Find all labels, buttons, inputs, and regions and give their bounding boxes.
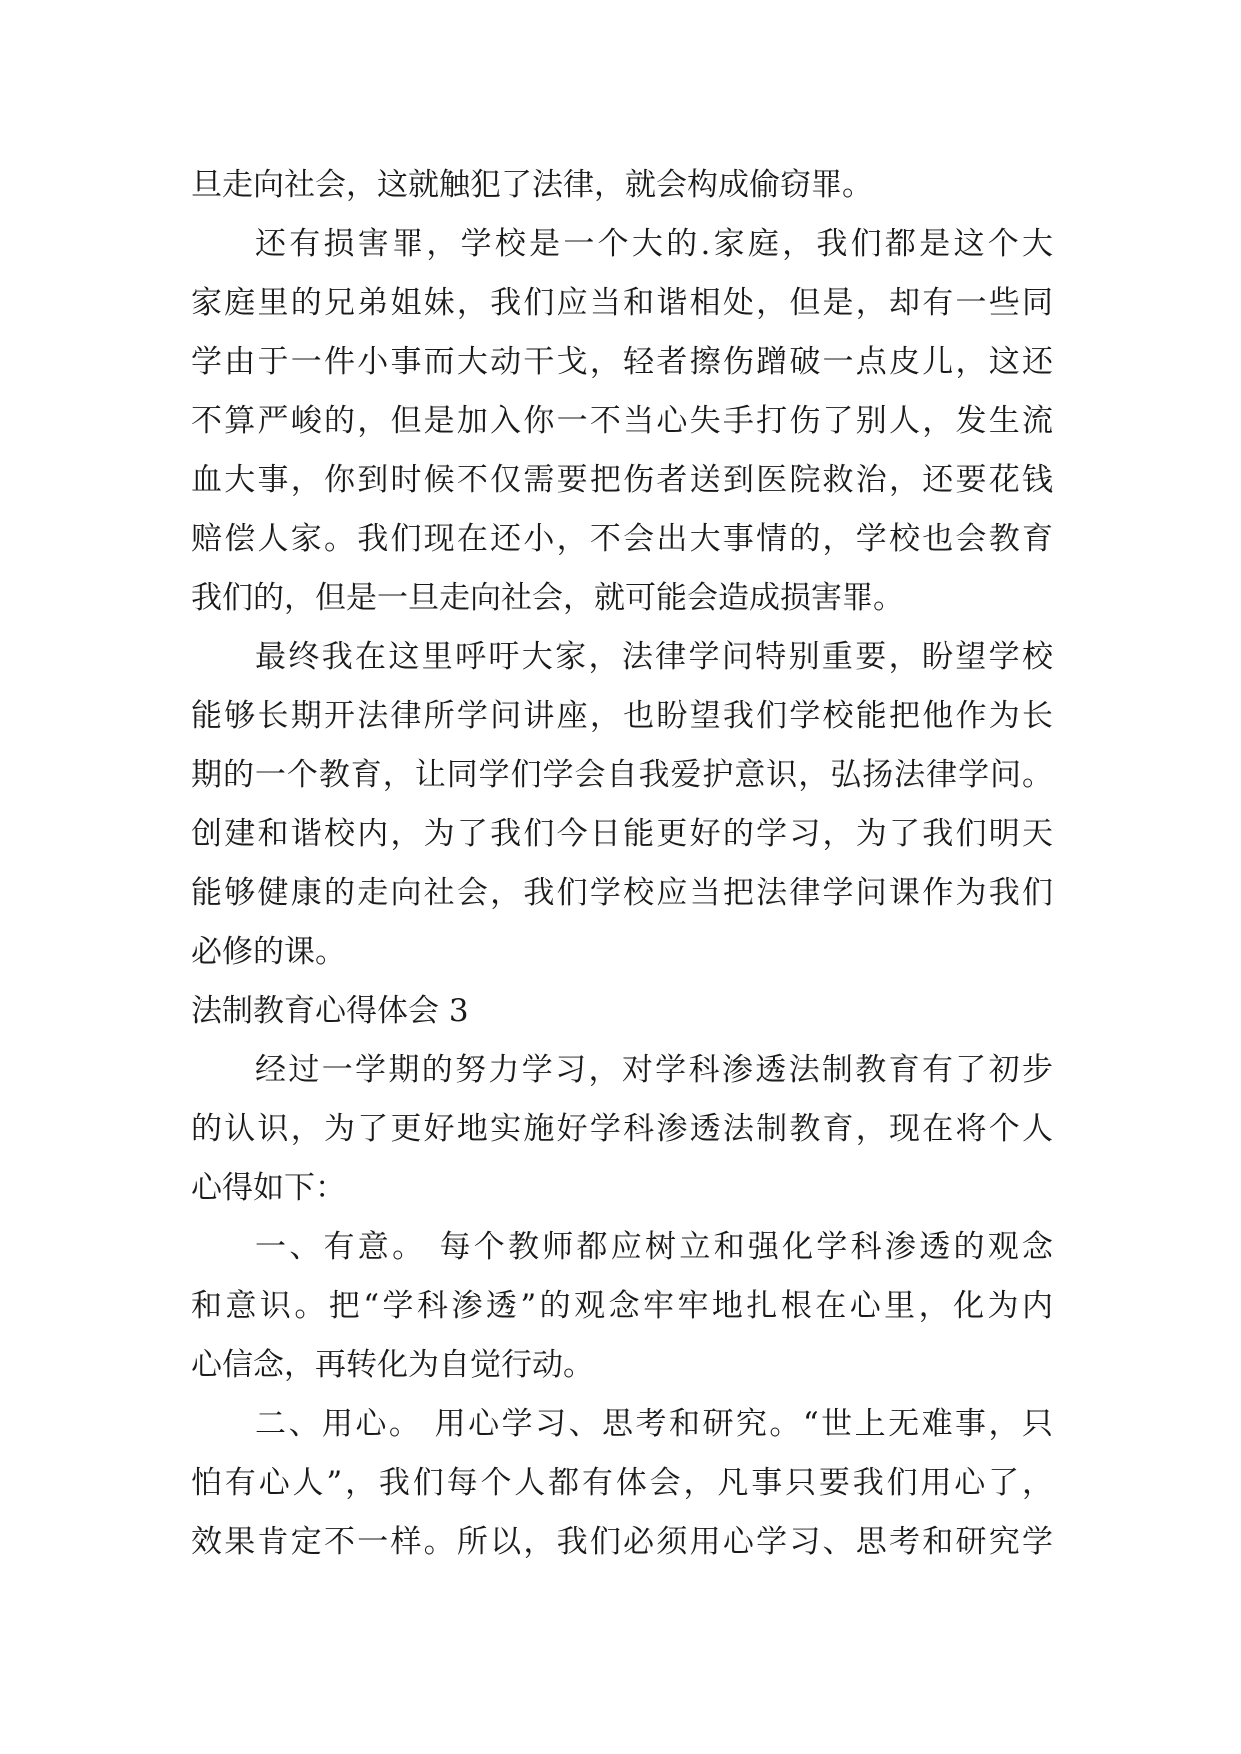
text-line: 心得如下： (191, 1170, 346, 1206)
text-line: 和意识。把“学科渗透”的观念牢牢地扎根在心里，化为内 (191, 1288, 1053, 1324)
paragraph-continuation (191, 156, 1053, 215)
text-line: 心信念，再转化为自觉行动。 (191, 1347, 594, 1383)
text-line: 能够长期开法律所学问讲座，也盼望我们学校能把他作为长 (191, 698, 1053, 734)
section-heading: 法制教育心得体会 3 (191, 993, 469, 1029)
text-line: 家庭里的兄弟姐妹，我们应当和谐相处，但是，却有一些同 (191, 285, 1053, 321)
text-line: 最终我在这里呼吁大家，法律学问特别重要，盼望学校 (255, 639, 1053, 675)
text-line: 旦走向社会，这就触犯了法律，就会构成偷窃罪。 (191, 167, 873, 203)
text-line: 创建和谐校内，为了我们今日能更好的学习，为了我们明天 (191, 816, 1053, 852)
paragraph-point-two (191, 1395, 1053, 1572)
document-body (191, 156, 1053, 1572)
text-line: 经过一学期的努力学习，对学科渗透法制教育有了初步 (255, 1052, 1053, 1088)
text-line: 学由于一件小事而大动干戈，轻者擦伤蹭破一点皮儿，这还 (191, 344, 1053, 380)
text-line: 必修的课。 (191, 934, 346, 970)
text-line: 不算严峻的，但是加入你一不当心失手打伤了别人，发生流 (191, 403, 1053, 439)
text-line: 还有损害罪，学校是一个大的.家庭，我们都是这个大 (255, 226, 1053, 262)
paragraph-damage-crime (191, 215, 1053, 628)
text-line: 期的一个教育，让同学们学会自我爱护意识，弘扬法律学问。 (191, 757, 1053, 793)
text-line: 怕有心人”，我们每个人都有体会，凡事只要我们用心了， (191, 1465, 1053, 1501)
text-line: 赔偿人家。我们现在还小，不会出大事情的，学校也会教育 (191, 521, 1053, 557)
paragraph-intro (191, 1041, 1053, 1218)
text-line: 的认识，为了更好地实施好学科渗透法制教育，现在将个人 (191, 1111, 1053, 1147)
text-line: 我们的，但是一旦走向社会，就可能会造成损害罪。 (191, 580, 904, 616)
text-line: 能够健康的走向社会，我们学校应当把法律学问课作为我们 (191, 875, 1053, 911)
paragraph-point-one (191, 1218, 1053, 1395)
text-line: 血大事，你到时候不仅需要把伤者送到医院救治，还要花钱 (191, 462, 1053, 498)
text-line: 效果肯定不一样。所以，我们必须用心学习、思考和研究学 (191, 1524, 1053, 1560)
paragraph-appeal (191, 628, 1053, 982)
text-line: 二、用心。 用心学习、思考和研究。“世上无难事，只 (255, 1406, 1053, 1442)
text-line: 一、有意。 每个教师都应树立和强化学科渗透的观念 (255, 1229, 1053, 1265)
